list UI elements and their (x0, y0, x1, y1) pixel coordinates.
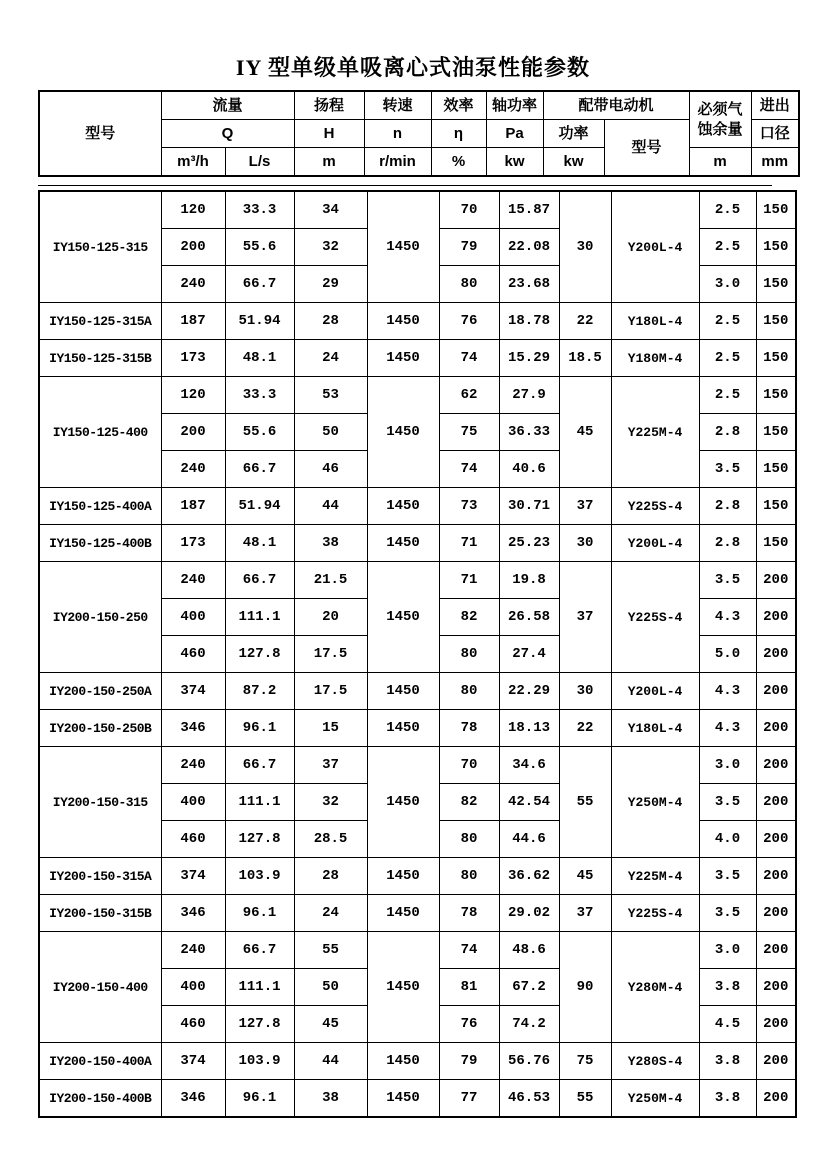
model-cell: IY150-125-400B (39, 525, 161, 562)
speed-cell: 1450 (367, 562, 439, 673)
head-cell: 34 (294, 191, 367, 229)
speed-cell: 1450 (367, 488, 439, 525)
shaft-power-cell: 56.76 (499, 1043, 559, 1080)
shaft-power-cell: 25.23 (499, 525, 559, 562)
shaft-power-cell: 74.2 (499, 1006, 559, 1043)
shaft-power-cell: 67.2 (499, 969, 559, 1006)
page-title: IY 型单级单吸离心式油泵性能参数 (235, 55, 591, 80)
shaft-power-cell: 42.54 (499, 784, 559, 821)
flow-ls-cell: 127.8 (225, 1006, 294, 1043)
motor-model-cell: Y180L-4 (611, 303, 699, 340)
efficiency-cell: 80 (439, 636, 499, 673)
speed-cell: 1450 (367, 191, 439, 303)
table-row (39, 340, 796, 377)
head-cell: 45 (294, 1006, 367, 1043)
header-table (38, 90, 800, 177)
flow-ls-cell: 48.1 (225, 340, 294, 377)
shaft-power-cell: 15.29 (499, 340, 559, 377)
npsh-cell: 2.5 (699, 377, 756, 414)
head-cell: 44 (294, 1043, 367, 1080)
model-cell: IY200-150-315B (39, 895, 161, 932)
npsh-cell: 3.5 (699, 562, 756, 599)
col-header-efficiency: 效率 (431, 91, 486, 120)
bore-cell: 150 (756, 266, 796, 303)
bore-cell: 200 (756, 1043, 796, 1080)
bore-cell: 200 (756, 821, 796, 858)
head-cell: 32 (294, 784, 367, 821)
flow-ls-cell: 66.7 (225, 266, 294, 303)
model-cell: IY150-125-315A (39, 303, 161, 340)
motor-model-cell: Y225S-4 (611, 488, 699, 525)
table-row (39, 191, 796, 229)
motor-power-cell: 37 (559, 562, 611, 673)
bore-cell: 200 (756, 858, 796, 895)
efficiency-cell: 76 (439, 303, 499, 340)
model-cell: IY200-150-250 (39, 562, 161, 673)
shaft-power-cell: 29.02 (499, 895, 559, 932)
head-cell: 53 (294, 377, 367, 414)
efficiency-cell: 74 (439, 932, 499, 969)
efficiency-cell: 79 (439, 1043, 499, 1080)
flow-m3h-cell: 200 (161, 414, 225, 451)
head-cell: 50 (294, 969, 367, 1006)
efficiency-cell: 70 (439, 747, 499, 784)
table-row (39, 303, 796, 340)
motor-model-cell: Y225M-4 (611, 377, 699, 488)
head-cell: 50 (294, 414, 367, 451)
bore-cell: 200 (756, 895, 796, 932)
model-cell: IY200-150-315A (39, 858, 161, 895)
col-header-flow: 流量 (161, 91, 294, 120)
efficiency-cell: 76 (439, 1006, 499, 1043)
head-cell: 21.5 (294, 562, 367, 599)
head-cell: 37 (294, 747, 367, 784)
head-cell: 29 (294, 266, 367, 303)
model-cell: IY200-150-250B (39, 710, 161, 747)
table-row (39, 710, 796, 747)
flow-m3h-cell: 460 (161, 1006, 225, 1043)
col-header-head-symbol: H (294, 120, 364, 148)
bore-cell: 150 (756, 303, 796, 340)
head-cell: 28 (294, 858, 367, 895)
efficiency-cell: 80 (439, 821, 499, 858)
npsh-cell: 3.5 (699, 451, 756, 488)
head-cell: 24 (294, 340, 367, 377)
head-cell: 32 (294, 229, 367, 266)
npsh-cell: 2.5 (699, 340, 756, 377)
head-cell: 28 (294, 303, 367, 340)
flow-m3h-cell: 240 (161, 451, 225, 488)
flow-m3h-cell: 460 (161, 636, 225, 673)
speed-cell: 1450 (367, 1080, 439, 1118)
pump-data-table (38, 190, 797, 1118)
motor-power-cell: 37 (559, 895, 611, 932)
head-cell: 38 (294, 525, 367, 562)
flow-m3h-cell: 240 (161, 562, 225, 599)
shaft-power-cell: 34.6 (499, 747, 559, 784)
npsh-cell: 3.5 (699, 895, 756, 932)
col-header-head: 扬程 (294, 91, 364, 120)
npsh-cell: 4.5 (699, 1006, 756, 1043)
efficiency-cell: 80 (439, 266, 499, 303)
bore-cell: 200 (756, 784, 796, 821)
flow-ls-cell: 55.6 (225, 229, 294, 266)
flow-ls-cell: 87.2 (225, 673, 294, 710)
bore-cell: 150 (756, 340, 796, 377)
flow-m3h-cell: 173 (161, 340, 225, 377)
flow-m3h-cell: 240 (161, 932, 225, 969)
flow-ls-cell: 66.7 (225, 747, 294, 784)
motor-model-cell: Y225S-4 (611, 562, 699, 673)
flow-m3h-cell: 346 (161, 1080, 225, 1118)
flow-m3h-cell: 400 (161, 969, 225, 1006)
shaft-power-cell: 36.33 (499, 414, 559, 451)
head-cell: 55 (294, 932, 367, 969)
flow-ls-cell: 127.8 (225, 821, 294, 858)
unit-flow-m3h: m³/h (161, 148, 225, 177)
flow-ls-cell: 66.7 (225, 932, 294, 969)
head-cell: 28.5 (294, 821, 367, 858)
head-cell: 17.5 (294, 673, 367, 710)
speed-cell: 1450 (367, 932, 439, 1043)
flow-ls-cell: 127.8 (225, 636, 294, 673)
efficiency-cell: 71 (439, 562, 499, 599)
efficiency-cell: 75 (439, 414, 499, 451)
model-cell: IY150-125-400 (39, 377, 161, 488)
speed-cell: 1450 (367, 377, 439, 488)
efficiency-cell: 80 (439, 673, 499, 710)
flow-ls-cell: 96.1 (225, 1080, 294, 1118)
bore-cell: 200 (756, 636, 796, 673)
motor-model-cell: Y200L-4 (611, 191, 699, 303)
efficiency-cell: 82 (439, 599, 499, 636)
bore-cell: 200 (756, 1080, 796, 1118)
bore-cell: 200 (756, 932, 796, 969)
flow-ls-cell: 96.1 (225, 895, 294, 932)
efficiency-cell: 74 (439, 340, 499, 377)
npsh-cell: 2.8 (699, 488, 756, 525)
bore-cell: 200 (756, 747, 796, 784)
divider-rule (38, 185, 772, 186)
bore-cell: 150 (756, 191, 796, 229)
flow-m3h-cell: 400 (161, 599, 225, 636)
table-row (39, 858, 796, 895)
col-header-bore: 口径 (751, 120, 799, 148)
unit-motor-power-kw: kw (543, 148, 604, 177)
npsh-label-line1: 必须气 (697, 101, 743, 118)
motor-model-cell: Y225S-4 (611, 895, 699, 932)
table-row (39, 932, 796, 969)
flow-ls-cell: 103.9 (225, 858, 294, 895)
motor-model-cell: Y225M-4 (611, 858, 699, 895)
table-row (39, 525, 796, 562)
pump-table-body (39, 191, 796, 1117)
table-row (39, 1080, 796, 1118)
table-row (39, 673, 796, 710)
col-header-flow-symbol: Q (161, 120, 294, 148)
model-cell: IY200-150-400B (39, 1080, 161, 1118)
bore-cell: 150 (756, 414, 796, 451)
motor-model-cell: Y200L-4 (611, 525, 699, 562)
efficiency-cell: 78 (439, 895, 499, 932)
flow-m3h-cell: 187 (161, 488, 225, 525)
efficiency-cell: 74 (439, 451, 499, 488)
model-cell: IY200-150-250A (39, 673, 161, 710)
flow-ls-cell: 51.94 (225, 303, 294, 340)
table-row (39, 488, 796, 525)
efficiency-cell: 82 (439, 784, 499, 821)
npsh-cell: 4.3 (699, 599, 756, 636)
col-header-motor-power: 功率 (543, 120, 604, 148)
col-header-shaft-power: 轴功率 (486, 91, 543, 120)
shaft-power-cell: 18.78 (499, 303, 559, 340)
head-cell: 17.5 (294, 636, 367, 673)
efficiency-cell: 81 (439, 969, 499, 1006)
unit-speed-rmin: r/min (364, 148, 431, 177)
shaft-power-cell: 22.29 (499, 673, 559, 710)
bore-cell: 200 (756, 969, 796, 1006)
flow-m3h-cell: 240 (161, 747, 225, 784)
unit-efficiency-pct: % (431, 148, 486, 177)
bore-cell: 150 (756, 377, 796, 414)
header-row-1 (39, 91, 799, 120)
npsh-label-line2: 蚀余量 (697, 120, 743, 138)
npsh-cell: 2.5 (699, 191, 756, 229)
col-header-efficiency-symbol: η (431, 120, 486, 148)
shaft-power-cell: 23.68 (499, 266, 559, 303)
shaft-power-cell: 46.53 (499, 1080, 559, 1118)
speed-cell: 1450 (367, 340, 439, 377)
model-cell: IY200-150-400 (39, 932, 161, 1043)
efficiency-cell: 79 (439, 229, 499, 266)
flow-m3h-cell: 374 (161, 1043, 225, 1080)
motor-power-cell: 18.5 (559, 340, 611, 377)
npsh-cell: 3.0 (699, 266, 756, 303)
table-row (39, 747, 796, 784)
shaft-power-cell: 30.71 (499, 488, 559, 525)
efficiency-cell: 77 (439, 1080, 499, 1118)
npsh-cell: 3.8 (699, 969, 756, 1006)
unit-bore-mm: mm (751, 148, 799, 177)
shaft-power-cell: 19.8 (499, 562, 559, 599)
flow-m3h-cell: 120 (161, 191, 225, 229)
flow-m3h-cell: 374 (161, 673, 225, 710)
model-cell: IY150-125-315 (39, 191, 161, 303)
shaft-power-cell: 40.6 (499, 451, 559, 488)
col-header-inout: 进出 (751, 91, 799, 120)
motor-power-cell: 45 (559, 377, 611, 488)
bore-cell: 150 (756, 229, 796, 266)
bore-cell: 150 (756, 451, 796, 488)
col-header-motor-group: 配带电动机 (543, 91, 689, 120)
bore-cell: 200 (756, 1006, 796, 1043)
efficiency-cell: 71 (439, 525, 499, 562)
unit-npsh-m: m (689, 148, 751, 177)
table-row (39, 377, 796, 414)
flow-ls-cell: 96.1 (225, 710, 294, 747)
motor-power-cell: 22 (559, 710, 611, 747)
head-cell: 24 (294, 895, 367, 932)
head-cell: 44 (294, 488, 367, 525)
motor-power-cell: 90 (559, 932, 611, 1043)
npsh-cell: 4.0 (699, 821, 756, 858)
model-cell: IY150-125-400A (39, 488, 161, 525)
flow-m3h-cell: 346 (161, 710, 225, 747)
col-header-npsh (689, 91, 751, 148)
motor-power-cell: 30 (559, 673, 611, 710)
npsh-cell: 4.3 (699, 710, 756, 747)
speed-cell: 1450 (367, 747, 439, 858)
flow-m3h-cell: 120 (161, 377, 225, 414)
flow-m3h-cell: 173 (161, 525, 225, 562)
flow-ls-cell: 33.3 (225, 377, 294, 414)
shaft-power-cell: 36.62 (499, 858, 559, 895)
npsh-cell: 2.5 (699, 229, 756, 266)
model-cell: IY200-150-400A (39, 1043, 161, 1080)
npsh-cell: 3.0 (699, 747, 756, 784)
col-header-speed: 转速 (364, 91, 431, 120)
shaft-power-cell: 27.9 (499, 377, 559, 414)
speed-cell: 1450 (367, 858, 439, 895)
table-row (39, 1043, 796, 1080)
flow-ls-cell: 111.1 (225, 599, 294, 636)
bore-cell: 200 (756, 562, 796, 599)
flow-m3h-cell: 460 (161, 821, 225, 858)
bore-cell: 200 (756, 673, 796, 710)
speed-cell: 1450 (367, 1043, 439, 1080)
model-cell: IY150-125-315B (39, 340, 161, 377)
shaft-power-cell: 26.58 (499, 599, 559, 636)
unit-head-m: m (294, 148, 364, 177)
npsh-cell: 3.5 (699, 784, 756, 821)
npsh-cell: 3.8 (699, 1080, 756, 1118)
flow-ls-cell: 51.94 (225, 488, 294, 525)
unit-flow-ls: L/s (225, 148, 294, 177)
npsh-cell: 2.8 (699, 414, 756, 451)
speed-cell: 1450 (367, 303, 439, 340)
bore-cell: 200 (756, 710, 796, 747)
speed-cell: 1450 (367, 673, 439, 710)
motor-power-cell: 55 (559, 747, 611, 858)
motor-power-cell: 30 (559, 525, 611, 562)
flow-ls-cell: 33.3 (225, 191, 294, 229)
table-row (39, 562, 796, 599)
efficiency-cell: 80 (439, 858, 499, 895)
speed-cell: 1450 (367, 895, 439, 932)
shaft-power-cell: 15.87 (499, 191, 559, 229)
table-row (39, 895, 796, 932)
col-header-speed-symbol: n (364, 120, 431, 148)
flow-ls-cell: 66.7 (225, 451, 294, 488)
npsh-cell: 2.8 (699, 525, 756, 562)
motor-power-cell: 55 (559, 1080, 611, 1118)
motor-model-cell: Y180M-4 (611, 340, 699, 377)
head-cell: 46 (294, 451, 367, 488)
speed-cell: 1450 (367, 525, 439, 562)
model-cell: IY200-150-315 (39, 747, 161, 858)
shaft-power-cell: 44.6 (499, 821, 559, 858)
motor-model-cell: Y180L-4 (611, 710, 699, 747)
shaft-power-cell: 22.08 (499, 229, 559, 266)
motor-model-cell: Y250M-4 (611, 747, 699, 858)
col-header-shaft-symbol: Pa (486, 120, 543, 148)
shaft-power-cell: 18.13 (499, 710, 559, 747)
bore-cell: 150 (756, 488, 796, 525)
flow-m3h-cell: 187 (161, 303, 225, 340)
npsh-cell: 3.0 (699, 932, 756, 969)
flow-m3h-cell: 400 (161, 784, 225, 821)
npsh-cell: 3.5 (699, 858, 756, 895)
motor-power-cell: 22 (559, 303, 611, 340)
motor-model-cell: Y200L-4 (611, 673, 699, 710)
bore-cell: 200 (756, 599, 796, 636)
efficiency-cell: 62 (439, 377, 499, 414)
bore-cell: 150 (756, 525, 796, 562)
col-header-model: 型号 (39, 91, 161, 176)
motor-power-cell: 75 (559, 1043, 611, 1080)
efficiency-cell: 78 (439, 710, 499, 747)
npsh-cell: 4.3 (699, 673, 756, 710)
efficiency-cell: 73 (439, 488, 499, 525)
motor-power-cell: 45 (559, 858, 611, 895)
flow-ls-cell: 111.1 (225, 784, 294, 821)
flow-m3h-cell: 346 (161, 895, 225, 932)
shaft-power-cell: 48.6 (499, 932, 559, 969)
flow-ls-cell: 48.1 (225, 525, 294, 562)
flow-ls-cell: 66.7 (225, 562, 294, 599)
flow-ls-cell: 55.6 (225, 414, 294, 451)
head-cell: 20 (294, 599, 367, 636)
motor-model-cell: Y280M-4 (611, 932, 699, 1043)
flow-ls-cell: 103.9 (225, 1043, 294, 1080)
npsh-cell: 5.0 (699, 636, 756, 673)
unit-shaft-kw: kw (486, 148, 543, 177)
motor-power-cell: 30 (559, 191, 611, 303)
npsh-cell: 2.5 (699, 303, 756, 340)
motor-model-cell: Y250M-4 (611, 1080, 699, 1118)
motor-model-cell: Y280S-4 (611, 1043, 699, 1080)
motor-power-cell: 37 (559, 488, 611, 525)
shaft-power-cell: 27.4 (499, 636, 559, 673)
flow-m3h-cell: 200 (161, 229, 225, 266)
flow-ls-cell: 111.1 (225, 969, 294, 1006)
col-header-motor-model: 型号 (604, 120, 689, 177)
head-cell: 15 (294, 710, 367, 747)
flow-m3h-cell: 240 (161, 266, 225, 303)
npsh-cell: 3.8 (699, 1043, 756, 1080)
head-cell: 38 (294, 1080, 367, 1118)
efficiency-cell: 70 (439, 191, 499, 229)
flow-m3h-cell: 374 (161, 858, 225, 895)
speed-cell: 1450 (367, 710, 439, 747)
